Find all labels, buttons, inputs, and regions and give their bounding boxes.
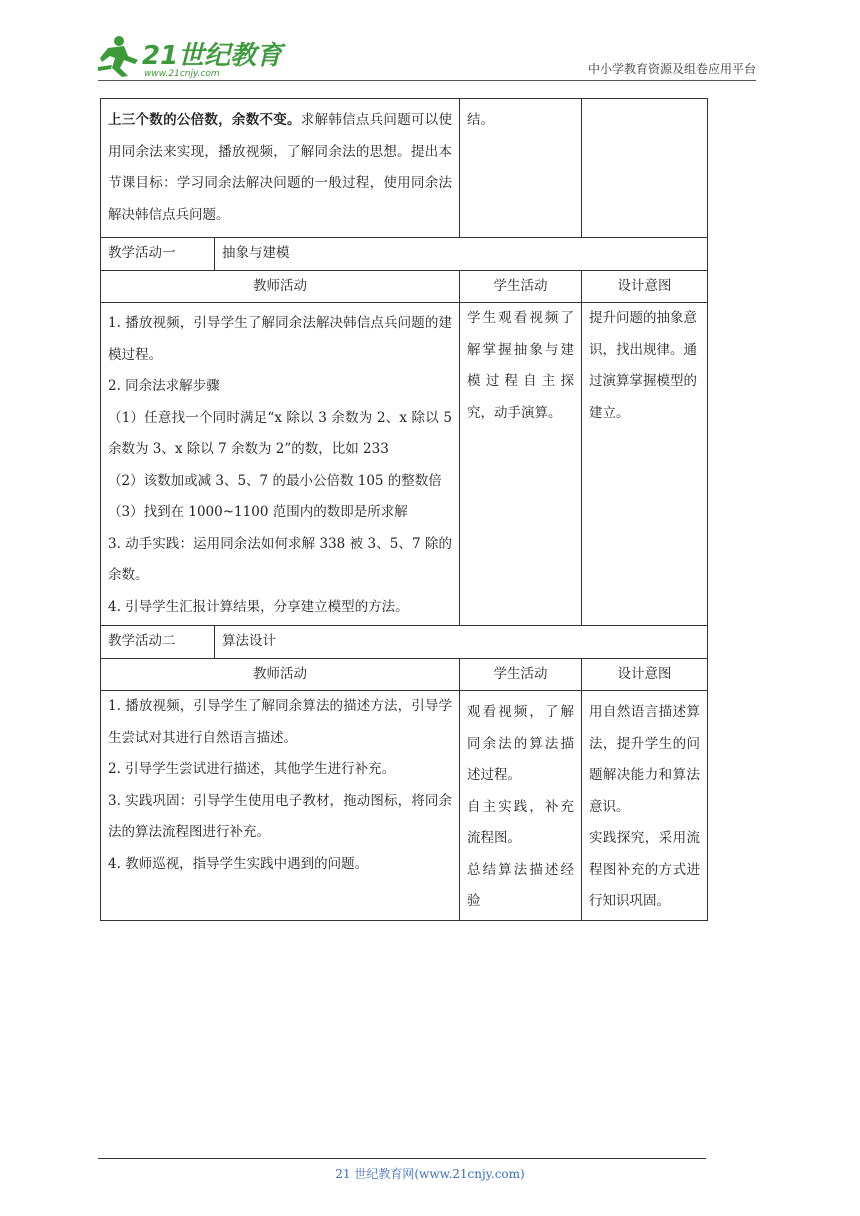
activity1-student-text: 学生观看视频了解掌握抽象与建模过程自主探究，动手演算。 (467, 310, 574, 421)
activity2-student-line: 观看视频，了解同余法的算法描述过程。 (467, 704, 574, 783)
activity1-student-cell (460, 303, 582, 626)
footer-link[interactable]: 21 世纪教育网(www.21cnjy.com) (335, 1167, 525, 1181)
activity2-teacher-line: 2. 引导学生尝试进行描述，其他学生进行补充。 (108, 761, 396, 777)
activity2-header-row (101, 658, 708, 691)
activity2-student-line: 总结算法描述经验 (467, 861, 574, 909)
lesson-plan-table (100, 98, 708, 921)
activity2-label: 教学活动二 (101, 626, 215, 659)
activity1-design-cell (582, 303, 708, 626)
intro-student-text: 结。 (467, 112, 494, 128)
footer-rule (98, 1158, 706, 1159)
activity1-col-teacher: 教师活动 (101, 270, 460, 303)
activity1-teacher-line: （2）该数加或减 3、5、7 的最小公倍数 105 的整数倍 (108, 472, 442, 489)
intro-bold-text: 上三个数的公倍数，余数不变。 (108, 112, 301, 128)
svg-text:www.21cnjy.com: www.21cnjy.com (144, 69, 220, 79)
activity1-col-design: 设计意图 (582, 270, 708, 303)
intro-student-cell (460, 99, 582, 238)
activity2-title-row (101, 626, 708, 659)
activity1-title-row (101, 238, 708, 271)
activity2-teacher-line: 1. 播放视频，引导学生了解同余算法的描述方法，引导学生尝试对其进行自然语言描述。 (108, 698, 452, 746)
activity1-col-student: 学生活动 (460, 270, 582, 303)
activity2-teacher-line: 3. 实践巩固：引导学生使用电子教材，拖动图标，将同余法的算法流程图进行补充。 (108, 792, 452, 840)
activity2-col-teacher: 教师活动 (101, 658, 460, 691)
header-rule (98, 80, 756, 81)
activity1-teacher-line: 4. 引导学生汇报计算结果，分享建立模型的方法。 (108, 598, 409, 615)
activity2-design-line: 用自然语言描述算法，提升学生的问题解决能力和算法意识。 (589, 704, 700, 815)
activity1-teacher-line: 2. 同余法求解步骤 (108, 378, 220, 394)
activity2-col-student: 学生活动 (460, 658, 582, 691)
activity1-content-row (101, 303, 708, 626)
site-logo (98, 34, 283, 79)
activity1-header-row (101, 270, 708, 303)
intro-design-cell (582, 99, 708, 238)
activity1-label: 教学活动一 (101, 238, 215, 271)
platform-name: 中小学教育资源及组卷应用平台 (587, 62, 756, 76)
activity1-teacher-cell (101, 303, 460, 626)
page-header (98, 30, 756, 80)
activity2-design-cell (582, 691, 708, 921)
intro-teacher-cell (101, 99, 460, 238)
intro-row (101, 99, 708, 238)
activity1-teacher-line: 3. 动手实践：运用同余法如何求解 338 被 3、5、7 除的余数。 (108, 535, 452, 583)
activity1-teacher-line: （3）找到在 1000~1100 范围内的数即是所求解 (108, 504, 408, 520)
activity2-student-cell (460, 691, 582, 921)
activity2-teacher-line: 4. 教师巡视，指导学生实践中遇到的问题。 (108, 855, 369, 872)
activity1-teacher-line: （1）任意找一个同时满足“x 除以 3 余数为 2、x 除以 5 余数为 3、x 除以 7 余数为 2”的数，比如 233 (108, 409, 452, 457)
intro-text: 求解韩信点兵问题可以使用同余法来实现，播放视频，了解同余法的思想。提出本节课目标：学习同余法解决问题的一般过程，使用同余法解决韩信点兵问题。 (108, 112, 453, 223)
activity2-col-design: 设计意图 (582, 658, 708, 691)
activity1-design-text: 提升问题的抽象意识，找出规律。通过演算掌握模型的建立。 (589, 310, 697, 421)
activity2-content-row (101, 691, 708, 921)
svg-text:21世纪教育: 21世纪教育 (142, 41, 283, 71)
activity2-teacher-cell (101, 691, 460, 921)
activity2-design-line: 实践探究，采用流程图补充的方式进行知识巩固。 (589, 830, 700, 909)
activity1-title: 抽象与建模 (215, 238, 708, 271)
activity2-student-line: 自主实践，补充流程图。 (467, 798, 574, 846)
activity1-teacher-line: 1. 播放视频，引导学生了解同余法解决韩信点兵问题的建模过程。 (108, 315, 452, 363)
activity2-title: 算法设计 (215, 626, 708, 659)
